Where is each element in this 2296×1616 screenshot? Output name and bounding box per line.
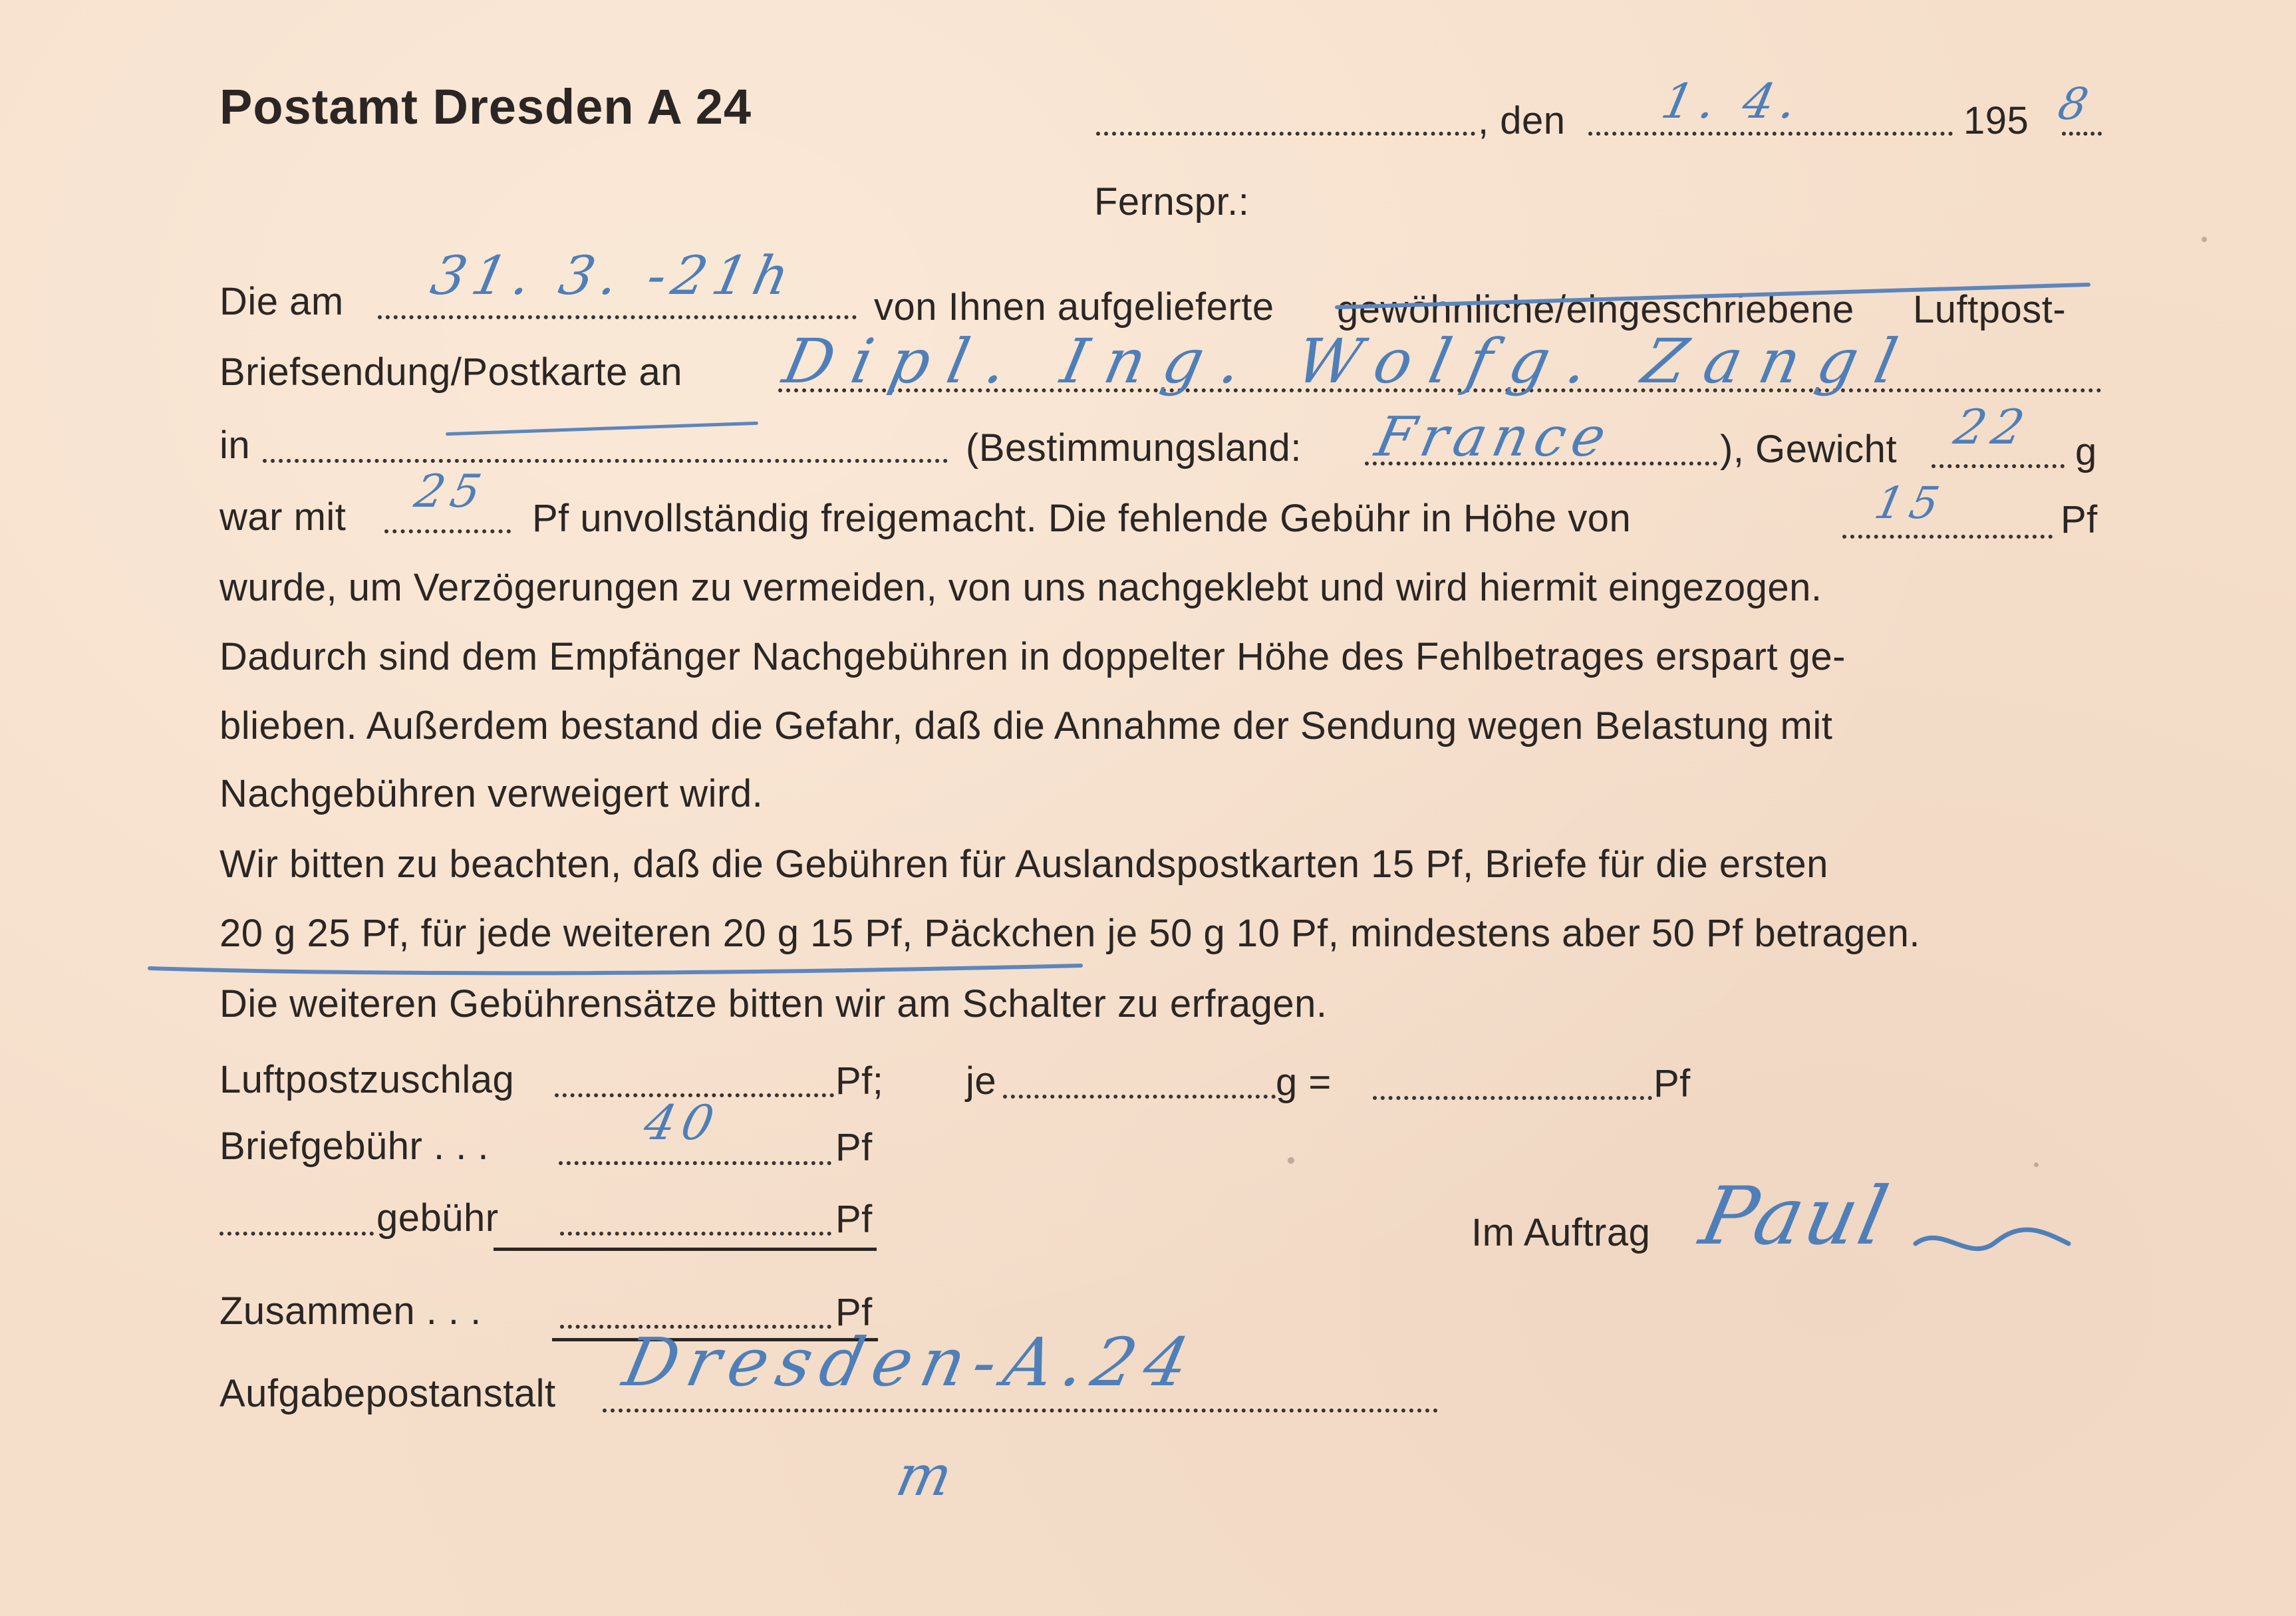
year-handwritten: 8 (2053, 78, 2100, 130)
tariff-underline-mark (150, 955, 1081, 982)
gram-unit: g (2075, 430, 2097, 473)
paid-dotline (384, 529, 511, 533)
line1-mid: von Ihnen aufgelieferte (874, 285, 1274, 329)
weight-dotline (1932, 464, 2065, 468)
brief-handwritten: 40 (639, 1095, 726, 1150)
tariff-line-3: Die weiteren Gebührensätze bitten wir am Schalter zu erfragen. (219, 982, 1328, 1025)
other-fee-unit: Pf (835, 1198, 873, 1241)
je-result-dotline (1373, 1096, 1652, 1100)
mail-type-struck: gewöhnliche/eingeschriebene (1337, 288, 1854, 331)
sum-rule (494, 1248, 877, 1251)
gewicht-label: ), Gewicht (1720, 428, 1898, 471)
place-dotline (1096, 132, 1475, 136)
city-dash-mark (446, 422, 758, 436)
body-line-7: blieben. Außerdem bestand die Gefahr, daß die Annahme der Sendung wegen Belastung mit (219, 704, 1833, 747)
paper-speck (2202, 237, 2207, 242)
city-dotline (263, 459, 948, 463)
origin-handwritten: Dresden-A.24 (617, 1323, 1205, 1401)
den-label: , den (1478, 99, 1566, 142)
year-prefix: 195 (1963, 99, 2029, 142)
fernspr-label: Fernspr.: (1094, 180, 1250, 223)
other-fee-dotline (560, 1232, 831, 1236)
other-fee-name-dotline (219, 1232, 374, 1236)
briefgebuehr-label: Briefgebühr . . . (219, 1125, 490, 1168)
bestimmungsland-label: (Bestimmungsland: (966, 426, 1302, 470)
paper-speck (1288, 1157, 1294, 1164)
date-dotline (1588, 132, 1953, 136)
briefsendung-label: Briefsendung/Postkarte an (219, 350, 683, 394)
war-mit-label: war mit (219, 495, 347, 539)
weight-handwritten: 22 (1949, 399, 2036, 455)
signature-handwritten: Paul (1693, 1170, 1898, 1263)
missing-fee-dotline (1842, 535, 2053, 539)
paper-speck (2034, 1162, 2039, 1167)
body-line-8: Nachgebühren verweigert wird. (219, 772, 764, 815)
body-line-5: wurde, um Verzögerungen zu vermeiden, von uns nachgeklebt und wird hiermit eingezogen. (219, 566, 1822, 609)
recipient-handwritten: Dipl. Ing. Wolfg. Zangl (777, 326, 1922, 397)
signature-flourish (1916, 1224, 2069, 1264)
origin-dotline (603, 1409, 1438, 1413)
brief-unit: Pf (835, 1126, 873, 1169)
sum-unit: Pf (835, 1291, 873, 1334)
post-office-title: Postamt Dresden A 24 (219, 79, 752, 134)
year-dotline (2062, 132, 2102, 136)
received-date-dotline (378, 315, 857, 319)
je-dotline (1003, 1095, 1276, 1099)
tariff-line-1: Wir bitten zu beachten, daß die Gebühren für Auslandspostkarten 15 Pf, Briefe für die ersten (219, 843, 1828, 886)
received-date-handwritten: 31. 3. -21h (426, 245, 801, 307)
luftpostzuschlag-label: Luftpostzuschlag (219, 1058, 515, 1101)
date-handwritten: 1. 4. (1657, 73, 1809, 129)
missing-fee-handwritten: 15 (1870, 477, 1951, 529)
line4-mid: Pf unvollständig freigemacht. Die fehlende Gebühr in Höhe von (532, 497, 1632, 540)
in-label: in (219, 424, 251, 467)
g-equals: g = (1276, 1061, 1332, 1104)
zusammen-label: Zusammen . . . (219, 1289, 482, 1333)
paid-handwritten: 25 (410, 466, 492, 518)
die-am-label: Die am (219, 280, 344, 323)
je-unit: Pf (1653, 1062, 1691, 1105)
pf-unit-line4: Pf (2061, 498, 2098, 541)
gebuehr-label: gebühr (376, 1196, 499, 1240)
luftpost-unit: Pf; (835, 1059, 884, 1103)
je-label: je (966, 1059, 997, 1103)
aufgabepostanstalt-label: Aufgabepostanstalt (219, 1372, 556, 1415)
initials-handwritten: m (891, 1443, 965, 1508)
brief-dotline (559, 1161, 831, 1165)
body-line-6: Dadurch sind dem Empfänger Nachgebühren in doppelter Höhe des Fehlbetrages erspart ge- (219, 635, 1846, 678)
luftpost-label: Luftpost- (1913, 288, 2067, 331)
im-auftrag-label: Im Auftrag (1471, 1211, 1651, 1254)
country-handwritten: France (1369, 406, 1618, 469)
tariff-line-2: 20 g 25 Pf, für jede weiteren 20 g 15 Pf, Päckchen je 50 g 10 Pf, mindestens aber 50 Pf betragen. (219, 912, 1920, 955)
